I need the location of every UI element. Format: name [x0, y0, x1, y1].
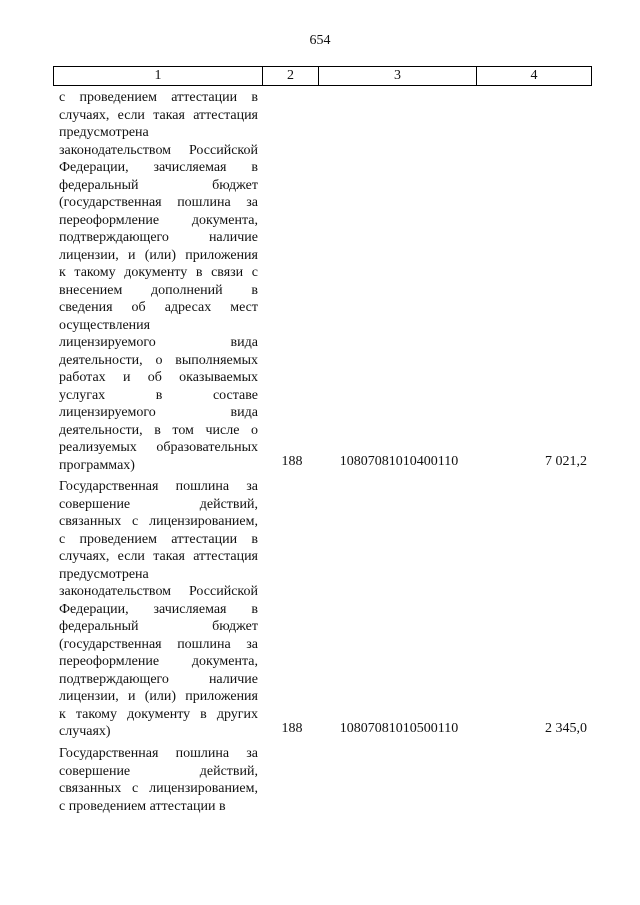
description-line: лицензии, и (или) приложения [59, 689, 258, 704]
description-line: Государственная пошлина за [59, 746, 258, 761]
description-line: деятельности, о выполняемых [59, 352, 258, 368]
description-line: федеральный бюджет [59, 177, 258, 193]
row-description [59, 745, 258, 815]
row-amount: 7 021,2 [545, 454, 587, 469]
description-line: предусмотрена [59, 125, 149, 140]
description-line: подтверждающего наличие [59, 230, 258, 245]
description-line: связанных с лицензированием, [59, 781, 258, 796]
description-line: подтверждающего наличие [59, 671, 258, 687]
description-line: услугах в составе [59, 387, 258, 403]
description-line: переоформление документа, [59, 654, 258, 669]
table-header-row [53, 66, 592, 86]
description-line: сведения об адресах мест [59, 300, 258, 315]
description-line: федеральный бюджет [59, 619, 258, 634]
row-code: 188 [281, 454, 303, 469]
row-code: 188 [281, 721, 303, 736]
page-number: 654 [309, 33, 331, 48]
description-line: с проведением аттестации в [59, 798, 226, 814]
description-line: внесением дополнений в [59, 282, 258, 298]
description-line: случаях, если такая аттестация [59, 107, 258, 123]
description-line: законодательством Российской [59, 584, 258, 599]
description-line: реализуемых образовательных [59, 440, 258, 455]
description-line: (государственная пошлина за [59, 636, 258, 652]
description-line: с проведением аттестации в [59, 531, 258, 547]
description-line: к такому документу в других [59, 706, 258, 722]
header-col-1: 1 [54, 67, 263, 85]
row-kbk: 10807081010400110 [339, 454, 459, 469]
description-line: работах и об оказываемых [59, 370, 258, 385]
description-line: совершение действий, [59, 496, 258, 512]
description-line: Государственная пошлина за [59, 479, 258, 494]
description-line: к такому документу в связи с [59, 265, 258, 280]
description-line: совершение действий, [59, 763, 258, 779]
row-amount: 2 345,0 [545, 721, 587, 736]
header-col-2: 2 [263, 67, 319, 85]
description-line: лицензируемого вида [59, 335, 258, 350]
description-line: переоформление документа, [59, 212, 258, 228]
description-line: случаях, если такая аттестация [59, 549, 258, 564]
header-col-4: 4 [530, 68, 538, 83]
row-kbk: 10807081010500110 [339, 721, 459, 736]
description-line: (государственная пошлина за [59, 195, 258, 210]
header-col-3: 3 [319, 67, 477, 85]
description-line: Федерации, зачисляемая в [59, 601, 258, 617]
description-line: законодательством Российской [59, 142, 258, 158]
description-line: с проведением аттестации в [59, 90, 258, 105]
description-line: лицензии, и (или) приложения [59, 247, 258, 263]
description-line: лицензируемого вида [59, 405, 258, 420]
description-line: деятельности, в том числе о [59, 422, 258, 438]
description-line: предусмотрена [59, 566, 149, 582]
row-description [59, 89, 258, 474]
description-line: связанных с лицензированием, [59, 514, 258, 529]
description-line: осуществления [59, 317, 151, 333]
description-line: Федерации, зачисляемая в [59, 160, 258, 175]
description-line: программах) [59, 457, 135, 473]
description-line: случаях) [59, 724, 111, 739]
row-description [59, 478, 258, 741]
